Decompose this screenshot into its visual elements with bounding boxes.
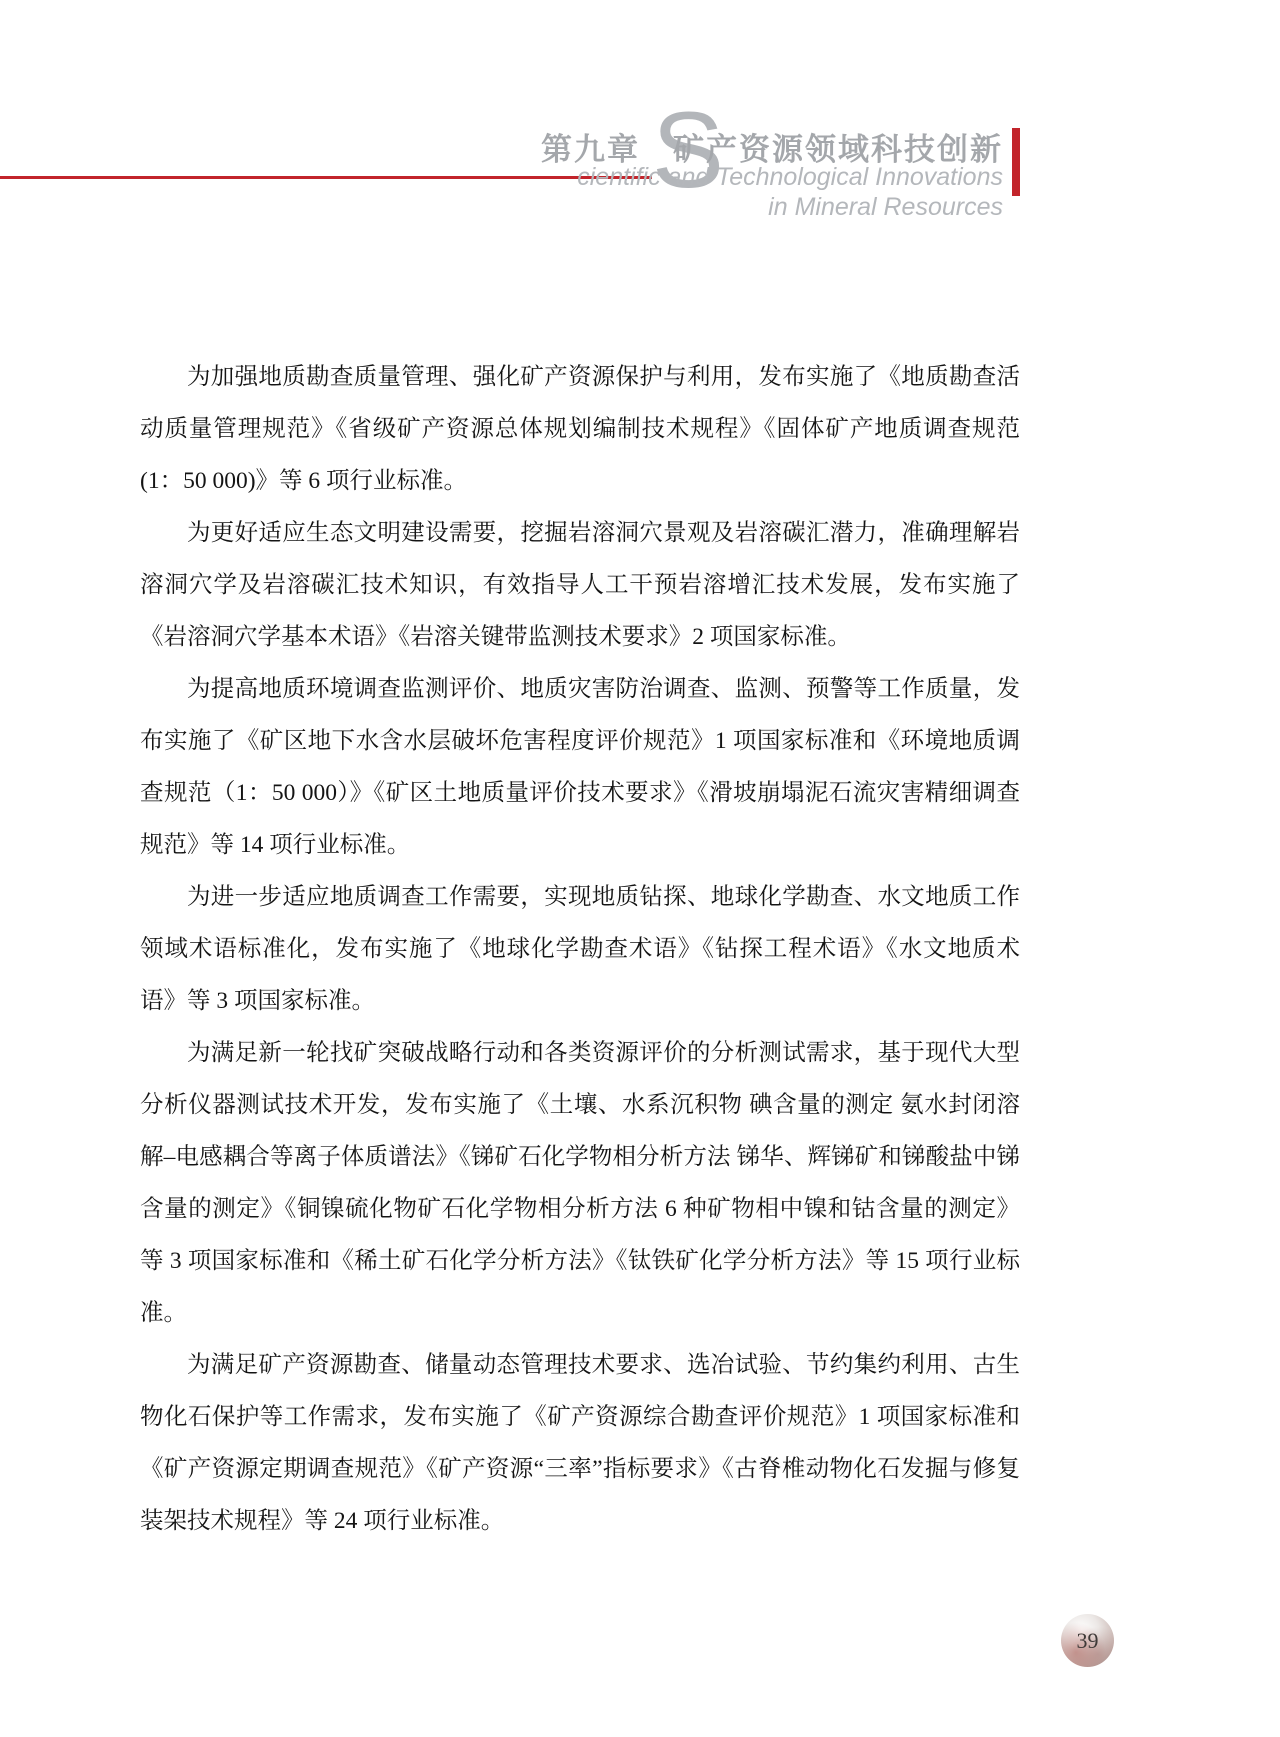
page-number-badge	[1061, 1614, 1114, 1667]
paragraph-geo-environment-standards: 为提高地质环境调查监测评价、地质灾害防治调查、监测、预警等工作质量，发布实施了《矿区地下水含水层破坏危害程度评价规范》1 项国家标准和《环境地质调查规范（1：50 000）》《矿区土地质量评价技术要求》《滑坡崩塌泥石流灾害精细调查规范》等 14 项行业标准。	[140, 676, 1020, 858]
paragraph-karst-standards: 为更好适应生态文明建设需要，挖掘岩溶洞穴景观及岩溶碳汇潜力，准确理解岩溶洞穴学及岩溶碳汇技术知识，有效指导人工干预岩溶增汇技术发展，发布实施了《岩溶洞穴学基本术语》《岩溶关键带监测技术要求》2 项国家标准。	[140, 520, 1020, 650]
chapter-subtitle-en-line2: in Mineral Resources	[768, 193, 1003, 221]
chapter-subtitle-en-line1: cientific and Technological Innovations	[577, 163, 1003, 191]
chapter-title: 第九章 矿产资源领域科技创新	[541, 132, 1003, 167]
page-number: 39	[1076, 1627, 1099, 1653]
drop-cap-letter: S	[652, 89, 725, 210]
header-rule-line	[0, 176, 652, 179]
paragraph-resource-survey-standards: 为满足矿产资源勘查、储量动态管理技术要求、选冶试验、节约集约利用、古生物化石保护等工作需求，发布实施了《矿产资源综合勘查评价规范》1 项国家标准和《矿产资源定期调查规范》《矿产资源“三率”指标要求》《古脊椎动物化石发掘与修复装架技术规程》等 24 项行业标准。	[140, 1352, 1020, 1534]
paragraph-analysis-testing-standards: 为满足新一轮找矿突破战略行动和各类资源评价的分析测试需求，基于现代大型分析仪器测试技术开发，发布实施了《土壤、水系沉积物 碘含量的测定 氨水封闭溶解–电感耦合等离子体质谱法》《锑矿石化学物相分析方法 锑华、辉锑矿和锑酸盐中锑含量的测定》《铜镍硫化物矿石化学物相分析方法 6 种矿物相中镍和钴含量的测定》等 3 项国家标准和《稀土矿石化学分析方法》《钛铁矿化学分析方法》等 15 项行业标准。	[140, 1040, 1020, 1326]
header-accent-bar	[1012, 128, 1020, 196]
paragraph-standards-quality: 为加强地质勘查质量管理、强化矿产资源保护与利用，发布实施了《地质勘查活动质量管理规范》《省级矿产资源总体规划编制技术规程》《固体矿产地质调查规范(1：50 000)》等 6 项行业标准。	[140, 364, 1020, 494]
paragraph-terminology-standards: 为进一步适应地质调查工作需要，实现地质钻探、地球化学勘查、水文地质工作领域术语标准化，发布实施了《地球化学勘查术语》《钻探工程术语》《水文地质术语》等 3 项国家标准。	[140, 884, 1020, 1014]
body-content	[140, 351, 1020, 1547]
